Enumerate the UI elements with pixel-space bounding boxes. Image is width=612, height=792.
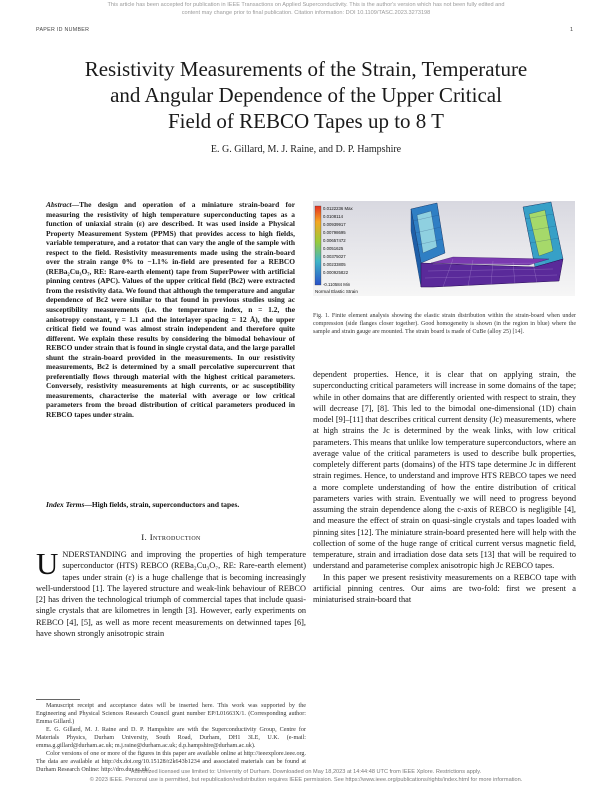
figure-1 xyxy=(313,201,575,296)
license-footer xyxy=(0,769,612,784)
legend-label-5: 0.0051625 xyxy=(323,246,344,251)
legend-colorbar xyxy=(315,206,321,285)
page-number: 1 xyxy=(570,27,574,33)
legend-label-2: 0.00939917 xyxy=(323,222,346,227)
section-heading: I. Introduction xyxy=(141,532,201,542)
drop-cap: U xyxy=(36,546,59,581)
banner-line-1: This article has been accepted for publication in IEEE Transactions on Applied Superconductivity. This is the author's version which has not been fully edited and xyxy=(107,2,505,8)
legend-label-6: 0.00375027 xyxy=(323,254,346,259)
legend-label-1: 0.0108114 xyxy=(323,214,343,219)
abstract-text: —The design and operation of a miniature strain-board for measuring the resistivity of high temperature superconducting tapes as a function of uniaxial strain (ε) are described. It was used inside a Physical Property Measurement System (PPMS) that provides access to high fields, variable temperature, and a rotator that can vary the angle of the sample with respect to the field. Resistivity measurements made using the strain-board over the strain range 0% to −1.1% in-field are presented for a REBCO (REBa₂Cu₃O₇, RE: Rare-earth element) tape from SuperPower with artificial pinning centres (APC). Values of the upper critical field (Bc2) were extracted from the resistivity data. We found that although the temperature and angular dependence of Bc2 were similar to that found in previous studies using ac susceptibility measurements (i.e. the temperature index, n = 1.2, the anisotropy constant, γ = 1.1 and the interlayer spacing = 12 Å), the upper critical field we found was almost strain independent and therefore quite different. We explain these results by considering the bimodal behaviour of REBCO under strain that is found in single crystal data, and the large parallel shunt the strain-board provided in the measurements. In our resistivity measurements, Bc2 is determined by a small percolative supercurrent that preferentially flows through material with the highest critical parameters. Conversely, resistivity measurements at high currents, or ac susceptibility measurements, characterise the material with average or low critical parameters from the broad distribution of critical parameters produced in REBCO tapes under strain. xyxy=(46,200,295,420)
banner-line-2: content may change prior to final publication. Citation information: DOI 10.1109/TASC.2023.3273198 xyxy=(181,9,431,16)
legend-label-min: -0.110584 Min xyxy=(323,282,351,287)
right-paragraph-1: dependent properties. Hence, it is clear that on applying strain, the superconducting critical parameters will increase in some domains of the tape; while in other domains that are differently oriented with respect to strain, they will decrease [7], [8]. This led to the bimodal one-dimensional (1D) chain model [9]–[11] that describes critical current density (Jc) measurements, where at high strains the Jc is determined by the weak links, with low critical parameters. This means that unlike low temperature superconductors, where an average value of the critical parameters is used to describe bulk properties, completely different parts (domains) of the HTS tape determine Jc in different strain regimes. Hence, to understand and improve HTS REBCO tapes we need a more complete understanding of how the entire distribution of critical parameters varies with strain. Eventually we will need to progress beyond assuming the strain dependence along the c-axis of REBCO is negligible [4], and measure the effect of strain on quasi-single crystals and tapes loaded with pinning sites [12]. The miniature strain-board presented here will help with the collection of some of the huge range of critical current versus magnetic field, temperature, strain and irradiation dose data sets [13] that will be required to understand and parameterise complex anisotropic high Jc REBCO tapes. xyxy=(313,370,576,571)
right-column-text xyxy=(313,369,576,605)
legend-title: Normal Elastic Strain xyxy=(315,289,358,294)
paper-title xyxy=(36,56,576,134)
paper-id: PAPER ID NUMBER xyxy=(36,27,90,33)
introduction-text xyxy=(36,546,306,639)
intro-body: NDERSTANDING and improving the properties of high temperature superconductor (HTS) REBCO (REBa₂Cu₃O₇, RE: Rare-earth element) tapes under strain (ε) is a huge challenge that is becoming increasingly well-understood [1]. The layered structure and weak-link behaviour of REBCO [2] has driven the technological triumph of commercial tapes that include quasi-single crystals that are kilometres in length [3]. However, early experiments on REBCO [4], [5], as well as more recent measurements on detwinned tapes [6], have shown strongly anisotropic strain xyxy=(36,550,306,638)
legend-label-4: 0.00657472 xyxy=(323,238,346,243)
footnote-divider xyxy=(36,699,80,700)
title-line-2: and Angular Dependence of the Upper Critical xyxy=(110,83,502,107)
footnotes xyxy=(36,702,306,774)
abstract-label: Abstract xyxy=(46,200,72,209)
footnote-affiliations: E. G. Gillard, M. J. Raine and D. P. Hampshire are with the Superconductivity Group, Centre for Materials Physics, Durham University, South Road, Durham, DH1 3LE, U.K. (e-mail: emma.g.gillard@durham.ac.uk; m.j.raine@durham.ac.uk; d.p.hampshire@durham.ac.uk). xyxy=(36,727,306,750)
title-line-1: Resistivity Measurements of the Strain, Temperature xyxy=(84,57,528,81)
right-paragraph-2: In this paper we present resistivity measurements on a REBCO tape with artificial pinning centres. Our aims are two-fold: first we present a miniaturised strain-board that xyxy=(313,572,576,604)
index-terms xyxy=(46,500,295,510)
title-line-3: Field of REBCO Tapes up to 8 T xyxy=(167,109,444,133)
figure-caption: Fig. 1. Finite element analysis showing the elastic strain distribution within the strain-board when under compression (side flanges closer together). Good homogeneity is shown (in the region in blue) where the sample and strain gauge are mounted. The strain board is made of CuBe (alloy 25) [14]. xyxy=(313,313,576,335)
abstract xyxy=(46,200,295,420)
legend-label-8: 0.000925822 xyxy=(323,270,349,275)
legend-label-3: 0.00798695 xyxy=(323,230,346,235)
index-terms-text: —High fields, strain, superconductors and tapes. xyxy=(84,500,240,509)
legend-label-max: 0.0122236 Max xyxy=(323,206,353,211)
acceptance-banner xyxy=(0,2,612,17)
legend-label-7: 0.00233805 xyxy=(323,262,346,267)
footer-line-2: © 2023 IEEE. Personal use is permitted, but republication/redistribution requires IEEE permission. See https://www.ieee.org/publications/rights/index.html for more information. xyxy=(89,776,523,783)
fea-strain-image xyxy=(313,201,575,296)
footnote-manuscript: Manuscript receipt and acceptance dates will be inserted here. This work was supported by the Engineering and Physical Sciences Research Council grant number EP/L01663X/1. (Corresponding author: Emma Gillard.) xyxy=(36,703,306,726)
index-terms-label: Index Terms xyxy=(46,500,85,509)
footer-line-1: Authorized licensed use limited to: University of Durham. Downloaded on May 18,2023 at 14:44:48 UTC from IEEE Xplore. Restrictions apply. xyxy=(130,769,482,775)
author-list: E. G. Gillard, M. J. Raine, and D. P. Hampshire xyxy=(210,144,402,155)
footnote-color: Color versions of one or more of the figures in this paper are available online at http://ieeexplore.ieee.org. The data are available at http://dx.doi.org/10.15128/r2k643b1234 and associated materials can be found at Durham Research Online: http://dro.dur.ac.uk/. xyxy=(36,751,306,774)
